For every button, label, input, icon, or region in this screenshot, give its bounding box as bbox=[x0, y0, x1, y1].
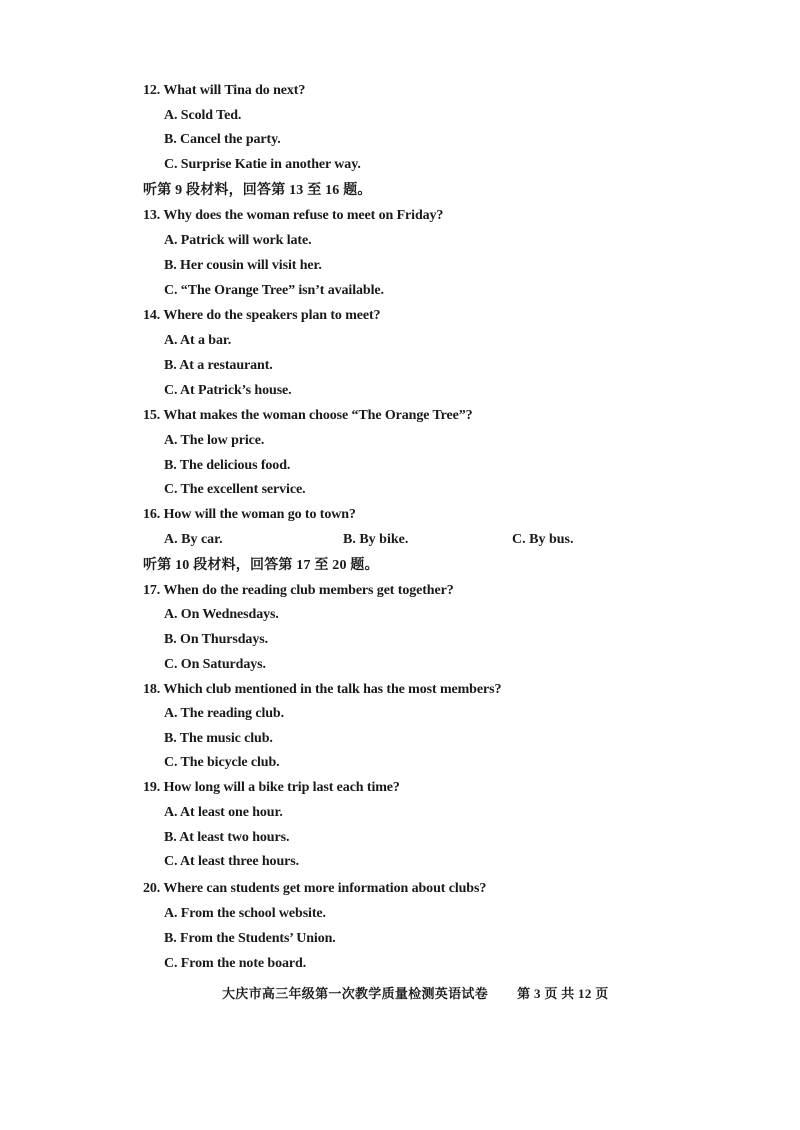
question-18-option-b: B. The music club. bbox=[164, 731, 273, 746]
question-16-option-b: B. By bike. bbox=[343, 532, 409, 547]
question-19-option-a: A. At least one hour. bbox=[164, 805, 283, 820]
question-15-option-a: A. The low price. bbox=[164, 433, 265, 448]
section-9-instruction: 听第 9 段材料，回答第 13 至 16 题。 bbox=[143, 183, 372, 198]
question-14-option-b: B. At a restaurant. bbox=[164, 358, 273, 373]
question-13-stem: 13. Why does the woman refuse to meet on Friday? bbox=[143, 208, 444, 223]
question-17-option-a: A. On Wednesdays. bbox=[164, 607, 279, 622]
question-12-option-c: C. Surprise Katie in another way. bbox=[164, 157, 361, 172]
question-19-option-c: C. At least three hours. bbox=[164, 854, 299, 869]
question-13-option-a: A. Patrick will work late. bbox=[164, 233, 312, 248]
question-17-option-b: B. On Thursdays. bbox=[164, 632, 268, 647]
question-12-option-a: A. Scold Ted. bbox=[164, 108, 242, 123]
question-16-stem: 16. How will the woman go to town? bbox=[143, 507, 356, 522]
question-12-stem: 12. What will Tina do next? bbox=[143, 83, 306, 98]
question-20-option-c: C. From the note board. bbox=[164, 956, 307, 971]
question-18-stem: 18. Which club mentioned in the talk has the most members? bbox=[143, 682, 502, 697]
question-14-stem: 14. Where do the speakers plan to meet? bbox=[143, 308, 381, 323]
question-15-option-c: C. The excellent service. bbox=[164, 482, 306, 497]
question-15-option-b: B. The delicious food. bbox=[164, 458, 291, 473]
question-19-stem: 19. How long will a bike trip last each time? bbox=[143, 780, 400, 795]
question-14-option-c: C. At Patrick’s house. bbox=[164, 383, 292, 398]
question-15-stem: 15. What makes the woman choose “The Orange Tree”? bbox=[143, 408, 473, 423]
page-number: 第 3 页 共 12 页 bbox=[517, 986, 609, 1001]
question-19-option-b: B. At least two hours. bbox=[164, 830, 290, 845]
page-footer bbox=[222, 985, 609, 1003]
question-14-option-a: A. At a bar. bbox=[164, 333, 232, 348]
question-17-stem: 17. When do the reading club members get together? bbox=[143, 583, 454, 598]
exam-title: 大庆市高三年级第一次教学质量检测英语试卷 bbox=[222, 986, 489, 1001]
question-20-option-b: B. From the Students’ Union. bbox=[164, 931, 336, 946]
question-18-option-a: A. The reading club. bbox=[164, 706, 285, 721]
question-20-stem: 20. Where can students get more information about clubs? bbox=[143, 881, 487, 896]
question-20-option-a: A. From the school website. bbox=[164, 906, 326, 921]
question-13-option-b: B. Her cousin will visit her. bbox=[164, 258, 322, 273]
question-18-option-c: C. The bicycle club. bbox=[164, 755, 280, 770]
question-17-option-c: C. On Saturdays. bbox=[164, 657, 266, 672]
question-13-option-c: C. “The Orange Tree” isn’t available. bbox=[164, 283, 384, 298]
question-16-option-c: C. By bus. bbox=[512, 532, 574, 547]
question-16-option-a: A. By car. bbox=[164, 532, 223, 547]
section-10-instruction: 听第 10 段材料，回答第 17 至 20 题。 bbox=[143, 558, 379, 573]
question-12-option-b: B. Cancel the party. bbox=[164, 132, 281, 147]
